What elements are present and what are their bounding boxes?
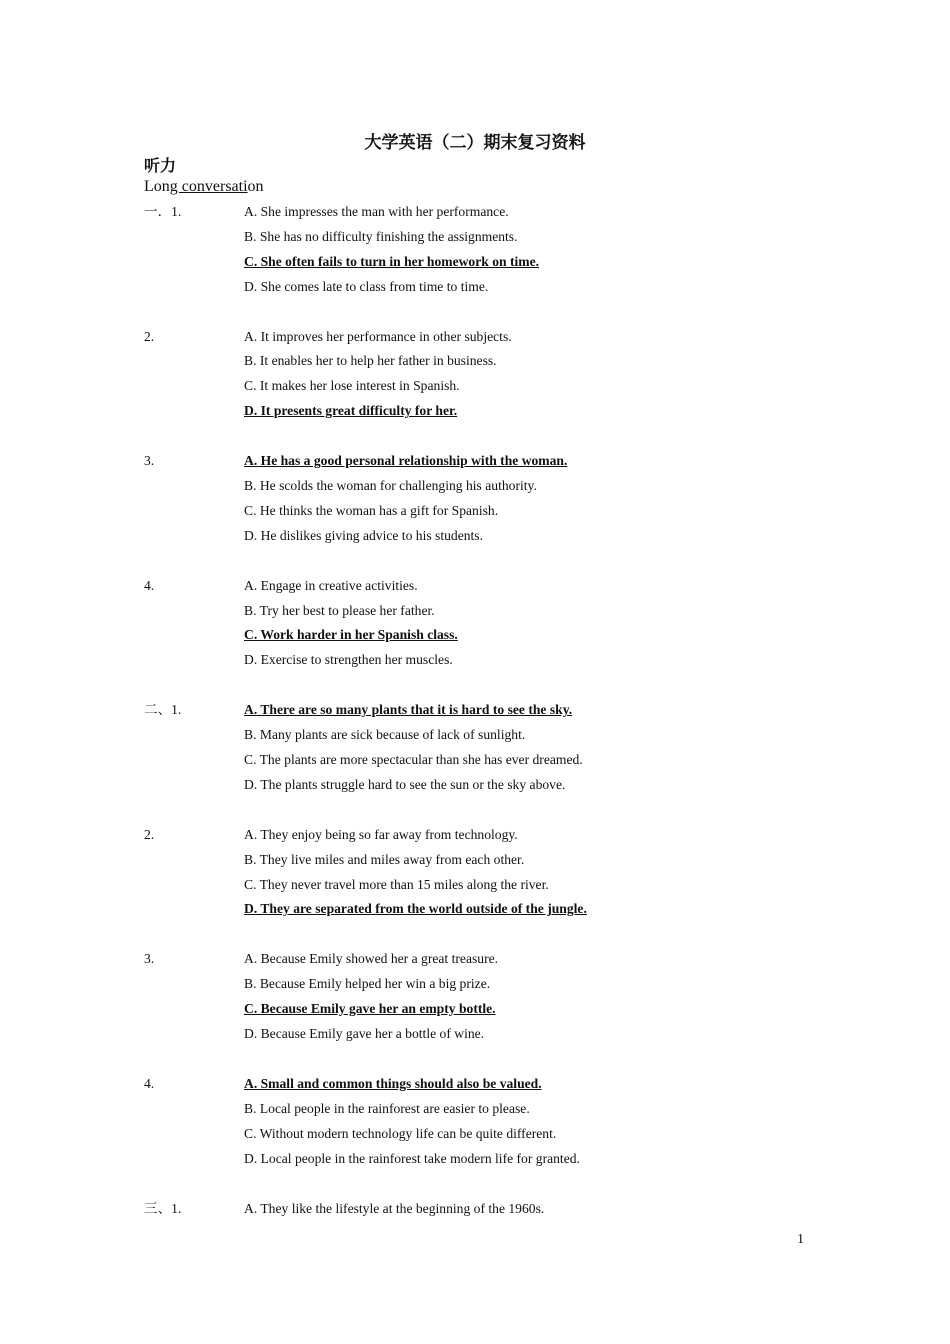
- option-row: [144, 999, 844, 1024]
- correct-answer-option: D. They are separated from the world outside of the jungle.: [244, 901, 587, 917]
- answer-option: A. They like the lifestyle at the beginning of the 1960s.: [244, 1200, 545, 1216]
- option-row: [144, 750, 844, 775]
- answer-option: D. Exercise to strengthen her muscles.: [244, 652, 453, 668]
- answer-option: A. Because Emily showed her a great treasure.: [244, 951, 499, 967]
- question-number: 一．1.: [144, 204, 182, 219]
- option-row: [144, 576, 844, 601]
- option-row: [144, 974, 844, 999]
- option-row: [144, 327, 844, 352]
- option-row: [144, 252, 844, 277]
- question-item: [144, 700, 844, 800]
- answer-option: B. She has no difficulty finishing the assignments.: [244, 228, 518, 244]
- option-row: [144, 949, 844, 974]
- answer-option: A. She impresses the man with her performance.: [244, 204, 509, 219]
- subsection-text-end: on: [247, 178, 264, 195]
- option-row: [144, 1099, 844, 1124]
- option-row: [144, 725, 844, 750]
- answer-option: C. They never travel more than 15 miles along the river.: [244, 876, 549, 892]
- answer-option: C. The plants are more spectacular than she has ever dreamed.: [244, 752, 583, 768]
- answer-option: B. Local people in the rainforest are easier to please.: [244, 1100, 530, 1116]
- correct-answer-option: C. Work harder in her Spanish class.: [244, 627, 458, 643]
- answer-option: B. He scolds the woman for challenging his authority.: [244, 478, 537, 494]
- question-number: 3.: [144, 453, 155, 469]
- option-row: [144, 526, 844, 551]
- option-row: [144, 825, 844, 850]
- option-row: [144, 351, 844, 376]
- correct-answer-option: D. It presents great difficulty for her.: [244, 403, 458, 419]
- question-item: [144, 576, 844, 676]
- answer-option: D. He dislikes giving advice to his students.: [244, 527, 483, 543]
- option-row: [144, 277, 844, 302]
- answer-option: D. The plants struggle hard to see the sun or the sky above.: [244, 776, 566, 792]
- option-row: [144, 601, 844, 626]
- answer-option: D. Local people in the rainforest take modern life for granted.: [244, 1150, 580, 1166]
- answer-option: B. They live miles and miles away from each other.: [244, 851, 525, 867]
- subsection-heading: [144, 178, 264, 196]
- answer-option: D. She comes late to class from time to time.: [244, 278, 489, 294]
- question-item: [144, 1074, 844, 1174]
- answer-option: A. Engage in creative activities.: [244, 577, 418, 593]
- option-row: [144, 1074, 844, 1099]
- answer-option: B. Because Emily helped her win a big prize.: [244, 976, 491, 992]
- answer-option: B. Many plants are sick because of lack of sunlight.: [244, 727, 526, 743]
- option-row: [144, 1124, 844, 1149]
- subsection-text-start: Lon: [144, 178, 170, 195]
- answer-option: A. They enjoy being so far away from technology.: [244, 826, 518, 842]
- subsection-text-underlined: g conversati: [169, 178, 248, 195]
- option-row: [144, 1024, 844, 1049]
- question-item: [144, 451, 844, 551]
- option-row: [144, 625, 844, 650]
- question-number: 4.: [144, 1075, 155, 1091]
- question-item: [144, 327, 844, 427]
- question-item: [144, 202, 844, 302]
- correct-answer-option: A. There are so many plants that it is hard to see the sky.: [244, 702, 573, 718]
- page-number: 1: [797, 1232, 804, 1247]
- correct-answer-option: A. Small and common things should also be valued.: [244, 1075, 542, 1091]
- section-heading: 听力: [144, 156, 177, 175]
- answer-option: B. Try her best to please her father.: [244, 602, 435, 618]
- option-row: [144, 202, 844, 227]
- answer-option: D. Because Emily gave her a bottle of wine.: [244, 1026, 485, 1042]
- question-list: [144, 202, 844, 1248]
- option-row: [144, 775, 844, 800]
- answer-option: C. He thinks the woman has a gift for Spanish.: [244, 502, 499, 518]
- question-number: 二、1.: [144, 702, 182, 718]
- correct-answer-option: C. Because Emily gave her an empty bottle.: [244, 1001, 496, 1017]
- option-row: [144, 899, 844, 924]
- answer-option: B. It enables her to help her father in business.: [244, 353, 497, 369]
- option-row: [144, 376, 844, 401]
- option-row: [144, 650, 844, 675]
- option-row: [144, 1149, 844, 1174]
- question-number: 2.: [144, 826, 155, 842]
- option-row: [144, 875, 844, 900]
- option-row: [144, 451, 844, 476]
- answer-option: A. It improves her performance in other subjects.: [244, 328, 512, 344]
- option-row: [144, 1199, 844, 1224]
- question-number: 2.: [144, 328, 155, 344]
- correct-answer-option: C. She often fails to turn in her homework on time.: [244, 253, 540, 269]
- question-number: 4.: [144, 577, 155, 593]
- answer-option: C. It makes her lose interest in Spanish.: [244, 378, 460, 394]
- question-number: 三、1.: [144, 1200, 182, 1216]
- question-item: [144, 949, 844, 1049]
- option-row: [144, 401, 844, 426]
- question-number: 3.: [144, 951, 155, 967]
- option-row: [144, 700, 844, 725]
- answer-option: C. Without modern technology life can be quite different.: [244, 1125, 557, 1141]
- option-row: [144, 501, 844, 526]
- question-item: [144, 825, 844, 925]
- option-row: [144, 850, 844, 875]
- document-title: 大学英语（二）期末复习资料: [364, 133, 586, 153]
- option-row: [144, 476, 844, 501]
- correct-answer-option: A. He has a good personal relationship with the woman.: [244, 453, 568, 469]
- question-item: [144, 1199, 844, 1224]
- option-row: [144, 227, 844, 252]
